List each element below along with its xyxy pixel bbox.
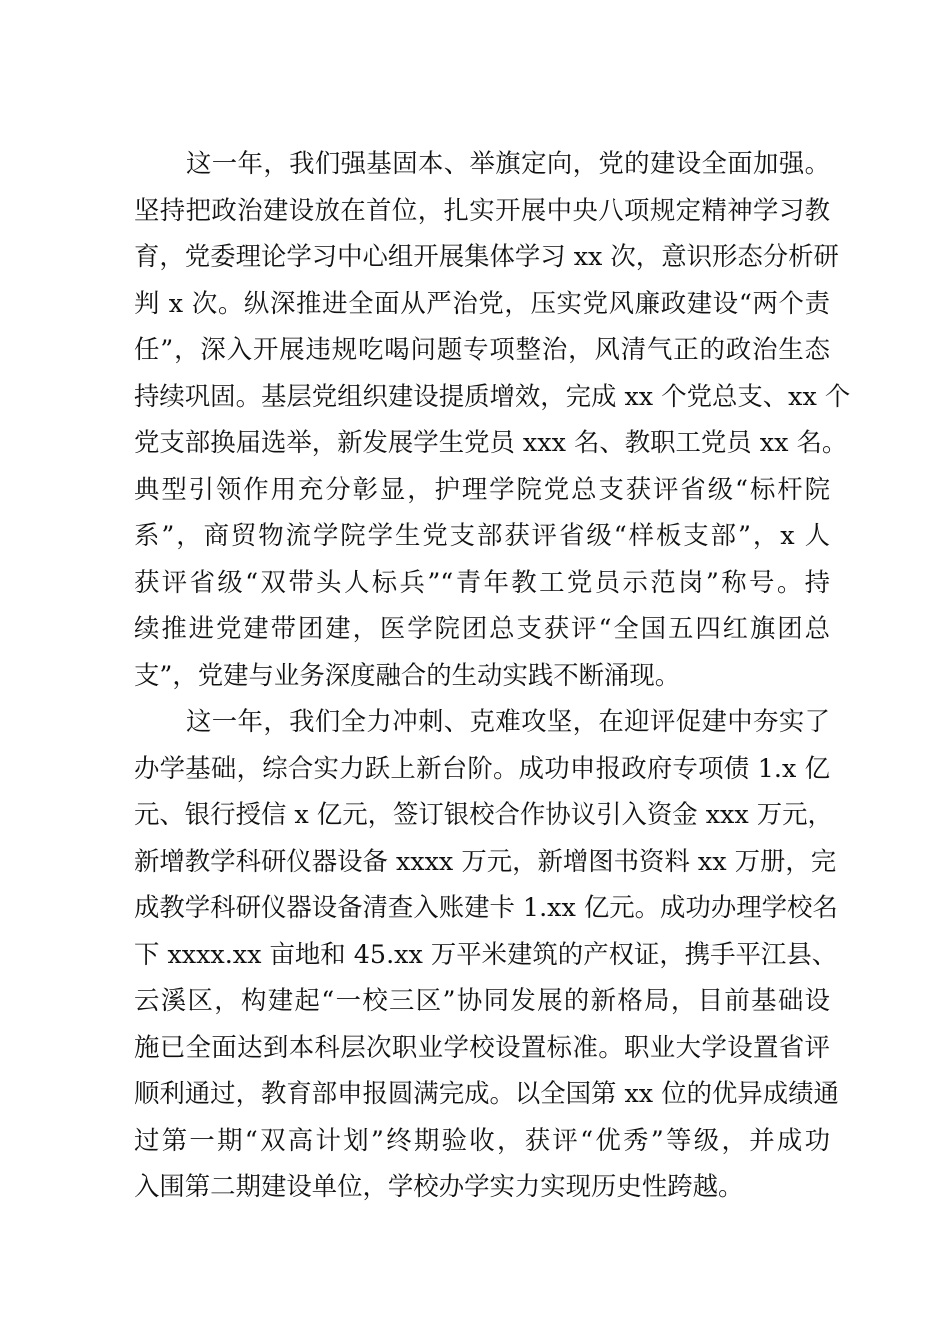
paragraph-line: 党支部换届选举，新发展学生党员 xxx 名、教职工党员 xx 名。 [134,427,848,457]
paragraph-line: 过第一期“双高计划”终期验收，获评“优秀”等级，并成功 [134,1124,830,1155]
paragraph-line: 持续巩固。基层党组织建设提质增效，完成 xx 个党总支、xx 个 [134,380,851,411]
paragraph-line: 办学基础，综合实力跃上新台阶。成功申报政府专项债 1.x 亿 [134,752,830,783]
paragraph-line: 判 x 次。纵深推进全面从严治党，压实党风廉政建设“两个责 [134,287,830,318]
paragraph-line: 坚持把政治建设放在首位，扎实开展中央八项规定精神学习教 [134,194,830,225]
paragraph-line: 续推进党建带团建，医学院团总支获评“全国五四红旗团总 [134,613,830,643]
paragraph-line: 成教学科研仪器设备清查入账建卡 1.xx 亿元。成功办理学校名 [134,892,838,922]
paragraph-line: 云溪区，构建起“一校三区”协同发展的新格局，目前基础设 [134,985,830,1015]
paragraph-line: 育，党委理论学习中心组开展集体学习 xx 次，意识形态分析研 [134,241,839,271]
paragraph-line: 获评省级“双带头人标兵”“青年教工党员示范岗”称号。持 [134,566,830,597]
paragraph-line: 顺利通过，教育部申报圆满完成。以全国第 xx 位的优异成绩通 [134,1078,839,1108]
document-body [134,140,851,1210]
paragraph-line: 系”，商贸物流学院学生党支部获评省级“样板支部”，x 人 [134,520,830,550]
paragraph-line: 元、银行授信 x 亿元，签订银校合作协议引入资金 xxx 万元， [134,799,833,829]
paragraph-line: 任”，深入开展违规吃喝问题专项整治，风清气正的政治生态 [134,334,830,364]
paragraph-line: 支”，党建与业务深度融合的生动实践不断涌现。 [134,659,681,690]
paragraph-line: 施已全面达到本科层次职业学校设置标准。职业大学设置省评 [134,1031,830,1062]
paragraph-line: 典型引领作用充分彰显，护理学院党总支获评省级“标杆院 [134,473,830,504]
paragraph-line: 这一年，我们强基固本、举旗定向，党的建设全面加强。 [186,148,830,178]
paragraph-line: 入围第二期建设单位，学校办学实力实现历史性跨越。 [134,1171,744,1201]
paragraph-line: 新增教学科研仪器设备 xxxx 万元，新增图书资料 xx 万册，完 [134,845,837,876]
paragraph-line: 这一年，我们全力冲刺、克难攻坚，在迎评促建中夯实了 [186,706,830,736]
paragraph-line: 下 xxxx.xx 亩地和 45.xx 万平米建筑的产权证，携手平江县、 [134,938,838,969]
paragraph-party-building [134,140,851,698]
paragraph-school-development [134,698,839,1210]
